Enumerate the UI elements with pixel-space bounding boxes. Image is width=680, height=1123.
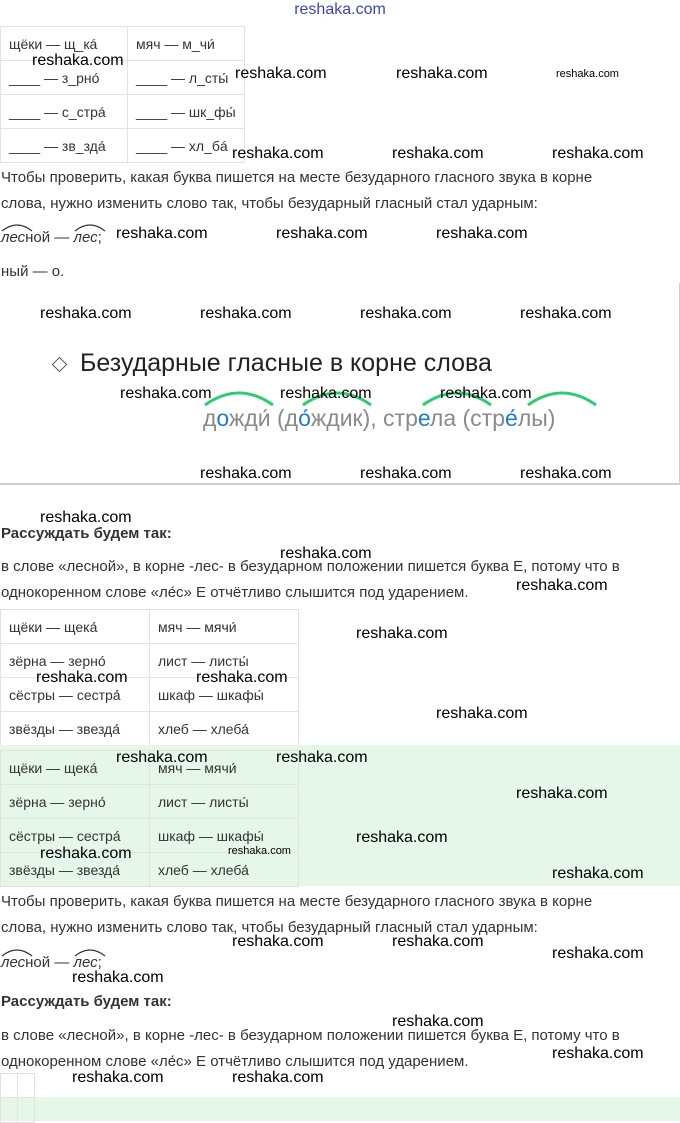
table-cell: щёки — щека́: [1, 751, 150, 785]
watermark-text: reshaka.com: [200, 465, 292, 482]
exercise-table: [0, 26, 245, 163]
example-vowel: о́: [298, 405, 311, 431]
dash-text: —: [50, 954, 74, 971]
example-part: ла (стр: [429, 405, 506, 431]
watermark-text: reshaka.com: [276, 749, 368, 766]
watermark-text: reshaka.com: [516, 577, 608, 594]
example-part: (д: [270, 405, 299, 431]
watermark-text: reshaka.com: [552, 945, 644, 962]
reasoning-line: однокоренном слове «ле́с» Е отчётливо слышится под ударением.: [1, 584, 469, 601]
watermark-text: reshaka.com: [196, 669, 288, 686]
reasoning-line: однокоренном слове «ле́с» Е отчётливо слышится под ударением.: [1, 1053, 469, 1070]
answer-block-bg: [0, 1097, 680, 1121]
example-vowel: о: [216, 405, 229, 431]
watermark-text: reshaka.com: [436, 705, 528, 722]
suffix-text: ной: [25, 229, 51, 246]
table-cell: хлеб — хлеба́: [150, 853, 299, 887]
root-arc-icon: [74, 947, 106, 957]
watermark-text: reshaka.com: [520, 465, 612, 482]
root-text: лес: [1, 954, 26, 971]
root-arc-icon: [74, 222, 106, 232]
watermark-text: reshaka.com: [360, 465, 452, 482]
watermark-text: reshaka.com: [280, 385, 372, 402]
table-cell: мяч — мячи́: [150, 751, 299, 785]
table-cell: звёзды — звезда́: [1, 853, 150, 887]
watermark-text: reshaka.com: [392, 145, 484, 162]
table-cell: ____ — зв_здá: [1, 129, 128, 163]
example-part: жди́: [228, 405, 271, 431]
table-row: [1, 95, 245, 129]
root-arc-icon: [1, 947, 33, 957]
watermark-text: reshaka.com: [552, 865, 644, 882]
table-row: [1, 129, 245, 163]
table-cell: зёрна — зерно́: [1, 785, 150, 819]
example-part: лы): [517, 405, 556, 431]
watermark-text: reshaka.com: [520, 305, 612, 322]
watermark-text: reshaka.com: [280, 545, 372, 562]
rule-line: Чтобы проверить, какая буква пишется на месте безударного гласного звука в корне: [1, 893, 593, 910]
root-arc-icon: [1, 222, 33, 232]
rule-line: Чтобы проверить, какая буква пишется на месте безударного гласного звука в корне: [1, 169, 593, 186]
table-cell: ____ — с_стрá: [1, 95, 128, 129]
reasoning-line: в слове «лесной», в корне -лес- в безударном положении пишется буква Е, потому что в: [1, 1027, 620, 1044]
reasoning-heading: Рассуждать будем так:: [1, 993, 172, 1010]
watermark-text: reshaka.com: [116, 225, 208, 242]
table-cell: [17, 1097, 35, 1123]
watermark-text: reshaka.com: [276, 225, 368, 242]
answer-table-highlighted: [0, 750, 299, 887]
rule-example: [1, 225, 102, 251]
rule-line: слова, нужно изменить слово так, чтобы безударный гласный стал ударным:: [1, 919, 538, 936]
example-part: д: [203, 405, 217, 431]
table-cell: сёстры — сестра́: [1, 819, 150, 853]
watermark-text: reshaka.com: [72, 1069, 164, 1086]
table-cell: ____ — з_рнó: [1, 61, 128, 95]
example-part: ждик), стр: [310, 405, 418, 431]
end-text: ;: [97, 229, 102, 246]
watermark-text: reshaka.com: [40, 305, 132, 322]
rule-line: слова, нужно изменить слово так, чтобы безударный гласный стал ударным:: [1, 195, 538, 212]
watermark-text: reshaka.com: [116, 749, 208, 766]
watermark-text: reshaka.com: [392, 1013, 484, 1030]
table-cell: мяч — м_чи́: [128, 27, 245, 61]
table-cell: звёзды — звезда́: [1, 712, 150, 746]
root-text: лес: [1, 229, 26, 246]
watermark-text: reshaka.com: [120, 385, 212, 402]
table-cell: шкаф — шкафы́: [150, 819, 299, 853]
watermark-text: reshaka.com: [436, 225, 528, 242]
reasoning-line: в слове «лесной», в корне -лес- в безударном положении пишется буква Е, потому что в: [1, 558, 620, 575]
table-cell: [17, 1073, 35, 1099]
watermark-text: reshaka.com: [396, 65, 488, 82]
watermark-text: reshaka.com: [235, 65, 327, 82]
watermark-text: reshaka.com: [440, 385, 532, 402]
watermark-text: reshaka.com: [552, 1045, 644, 1062]
watermark-text: reshaka.com: [516, 785, 608, 802]
watermark-text: reshaka.com: [556, 68, 619, 80]
table-cell: [0, 1097, 18, 1123]
watermark-text: reshaka.com: [32, 52, 124, 69]
table-cell: ____ — л_сты́: [128, 61, 245, 95]
watermark-text: reshaka.com: [200, 305, 292, 322]
example-vowel: е: [417, 405, 430, 431]
watermark-text: reshaka.com: [232, 933, 324, 950]
watermark-text: reshaka.com: [360, 305, 452, 322]
root-mark: [1, 954, 25, 971]
table-cell: хлеб — хлеба́: [150, 712, 299, 746]
end-text: ;: [97, 954, 102, 971]
root-mark: [74, 229, 98, 246]
example-vowel: е́: [505, 405, 518, 431]
table-cell: лист — листы́: [150, 785, 299, 819]
table-cell: зёрна — зерно́: [1, 644, 150, 678]
table-cell: щёки — щ_кá: [1, 27, 128, 61]
diamond-bullet-icon: [52, 357, 68, 373]
root-mark: [1, 229, 25, 246]
table-cell: ____ — хл_бá: [128, 129, 245, 163]
table-cell: лист — листы́: [150, 644, 299, 678]
table-cell: ____ — шк_фы́: [128, 95, 245, 129]
table-cell: сёстры — сестра́: [1, 678, 150, 712]
table-cell: шкаф — шкафы́: [150, 678, 299, 712]
site-link[interactable]: reshaka.com: [294, 1, 386, 18]
dash-text: —: [50, 229, 74, 246]
table-row: [1, 610, 299, 644]
watermark-text: reshaka.com: [232, 1069, 324, 1086]
watermark-text: reshaka.com: [36, 669, 128, 686]
watermark-text: reshaka.com: [72, 969, 164, 986]
table-cell: [0, 1073, 18, 1099]
suffix-text: ной: [25, 954, 51, 971]
table-row: [1, 785, 299, 819]
root-text: лес: [73, 229, 98, 246]
panel-example: [203, 405, 555, 432]
table-cell: щёки — щека́: [1, 610, 150, 644]
panel-title: Безударные гласные в корне слова: [80, 349, 492, 377]
table-row: [1, 712, 299, 746]
watermark-text: reshaka.com: [232, 145, 324, 162]
table-cell: мяч — мячи́: [150, 610, 299, 644]
rule-line: ный — о.: [1, 263, 65, 280]
watermark-text: reshaka.com: [392, 933, 484, 950]
watermark-text: reshaka.com: [40, 509, 132, 526]
watermark-text: reshaka.com: [356, 829, 448, 846]
reasoning-heading: Рассуждать будем так:: [1, 525, 172, 542]
watermark-text: reshaka.com: [40, 845, 132, 862]
watermark-text: reshaka.com: [552, 145, 644, 162]
root-text: лес: [73, 954, 98, 971]
watermark-text: reshaka.com: [356, 625, 448, 642]
watermark-text: reshaka.com: [228, 845, 291, 857]
